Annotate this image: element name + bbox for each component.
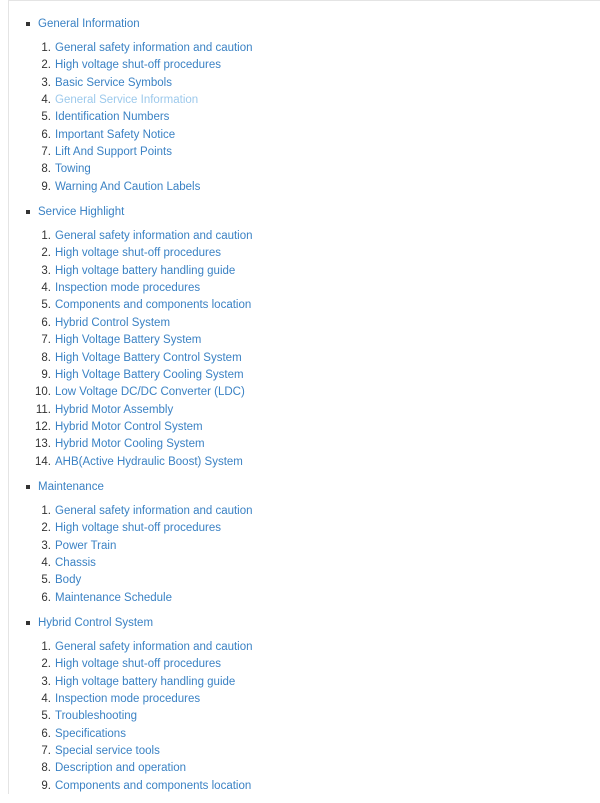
list-item — [26, 127, 253, 144]
section-title-link[interactable]: Hybrid Control System — [38, 616, 154, 629]
section-hybrid-control-system — [26, 615, 253, 795]
list-item — [26, 75, 253, 92]
item-number: 5. — [41, 710, 51, 723]
list-item — [26, 297, 253, 314]
list-item — [26, 245, 253, 262]
list-item — [26, 315, 253, 332]
item-link[interactable]: High voltage shut-off procedures — [55, 247, 221, 260]
item-number: 7. — [41, 334, 51, 347]
item-number: 3. — [41, 264, 51, 277]
section-title-link[interactable]: Service Highlight — [38, 206, 125, 219]
item-number: 3. — [41, 675, 51, 688]
item-link[interactable]: High voltage shut-off procedures — [55, 658, 221, 671]
list-item — [26, 760, 253, 777]
item-link[interactable]: High Voltage Battery Control System — [55, 351, 242, 364]
list-item — [26, 503, 253, 520]
section-list — [26, 16, 253, 803]
section-header — [26, 615, 253, 631]
item-number: 14. — [35, 455, 51, 468]
item-link[interactable]: Inspection mode procedures — [55, 693, 201, 705]
item-number: 8. — [41, 351, 51, 364]
item-number: 10. — [35, 386, 51, 399]
section-header — [26, 16, 253, 32]
list-item — [26, 92, 253, 109]
section-general-information — [26, 16, 253, 196]
item-number: 6. — [41, 727, 51, 740]
item-link[interactable]: Components and components location — [55, 779, 252, 792]
item-link[interactable]: Troubleshooting — [55, 710, 138, 723]
item-link[interactable]: Towing — [55, 163, 91, 176]
item-number: 4. — [41, 94, 51, 107]
list-item — [26, 656, 253, 673]
list-item — [26, 179, 253, 196]
list-item — [26, 674, 253, 691]
item-link[interactable]: Hybrid Motor Cooling System — [55, 438, 205, 451]
item-number: 4. — [41, 693, 51, 705]
item-number: 9. — [41, 180, 51, 193]
square-bullet-icon — [26, 621, 30, 625]
list-item — [26, 778, 253, 795]
item-number: 3. — [41, 539, 51, 552]
item-number: 1. — [41, 504, 51, 517]
item-link[interactable]: High Voltage Battery System — [55, 334, 202, 347]
item-link[interactable]: Identification Numbers — [55, 111, 170, 124]
square-bullet-icon — [26, 210, 30, 214]
item-number: 7. — [41, 745, 51, 758]
item-link[interactable]: Chassis — [55, 556, 96, 569]
item-link[interactable]: Components and components location — [55, 299, 252, 312]
item-link[interactable]: Special service tools — [55, 745, 160, 758]
square-bullet-icon — [26, 22, 30, 26]
list-item — [26, 263, 253, 280]
item-number: 11. — [35, 403, 51, 416]
list-item — [26, 280, 253, 297]
item-number: 1. — [41, 640, 51, 653]
item-number: 6. — [41, 316, 51, 329]
list-item — [26, 520, 253, 537]
section-items — [26, 503, 253, 607]
item-number: 5. — [41, 299, 51, 312]
item-link[interactable]: Body — [55, 574, 82, 587]
list-item — [26, 40, 253, 57]
item-number: 2. — [41, 59, 51, 72]
section-maintenance — [26, 479, 253, 607]
item-link[interactable]: AHB(Active Hydraulic Boost) System — [55, 455, 243, 468]
item-number: 7. — [41, 146, 51, 159]
item-link[interactable]: Warning And Caution Labels — [55, 180, 201, 193]
item-link[interactable]: High voltage shut-off procedures — [55, 59, 221, 72]
item-number: 5. — [41, 574, 51, 587]
item-link[interactable]: High voltage battery handling guide — [55, 264, 236, 277]
section-items — [26, 40, 253, 196]
item-link[interactable]: High Voltage Battery Cooling System — [55, 368, 244, 381]
item-link[interactable]: Lift And Support Points — [55, 146, 172, 159]
section-header — [26, 204, 253, 220]
item-link[interactable]: High voltage shut-off procedures — [55, 522, 221, 535]
item-number: 2. — [41, 522, 51, 535]
list-item — [26, 726, 253, 743]
section-title-link[interactable]: Maintenance — [38, 480, 104, 493]
list-item — [26, 367, 253, 384]
item-number: 6. — [41, 128, 51, 141]
section-title-link[interactable]: General Information — [38, 18, 140, 30]
item-number: 3. — [41, 76, 51, 89]
item-link[interactable]: Specifications — [55, 727, 126, 740]
item-number: 1. — [41, 230, 51, 243]
list-item — [26, 384, 253, 401]
item-link[interactable]: Maintenance Schedule — [55, 591, 172, 604]
item-number: 9. — [41, 368, 51, 381]
section-service-highlight — [26, 204, 253, 471]
list-item — [26, 161, 253, 178]
item-link[interactable]: Important Safety Notice — [55, 128, 176, 141]
item-number: 8. — [41, 163, 51, 176]
item-number: 5. — [41, 111, 51, 124]
list-item — [26, 590, 253, 607]
section-items — [26, 639, 253, 795]
list-item — [26, 555, 253, 572]
list-item — [26, 436, 253, 453]
list-item — [26, 708, 253, 725]
item-link[interactable]: Description and operation — [55, 762, 187, 775]
item-number: 4. — [41, 556, 51, 569]
item-number: 8. — [41, 762, 51, 775]
item-link[interactable]: High voltage battery handling guide — [55, 675, 236, 688]
item-number: 12. — [35, 420, 51, 433]
item-number: 2. — [41, 658, 51, 671]
list-item — [26, 57, 253, 74]
list-item — [26, 572, 253, 589]
item-link[interactable]: Hybrid Motor Control System — [55, 420, 203, 433]
list-item — [26, 454, 253, 471]
item-number: 2. — [41, 247, 51, 260]
item-link[interactable]: General safety information and caution — [55, 230, 253, 243]
item-link[interactable]: Hybrid Control System — [55, 316, 171, 329]
item-link[interactable]: Power Train — [55, 539, 117, 552]
list-item — [26, 402, 253, 419]
list-item — [26, 144, 253, 161]
section-header — [26, 479, 253, 495]
list-item — [26, 743, 253, 760]
item-link[interactable]: Inspection mode procedures — [55, 282, 201, 295]
list-item — [26, 419, 253, 436]
list-item — [26, 691, 253, 708]
item-number: 1. — [41, 42, 51, 54]
list-item — [26, 538, 253, 555]
item-number: 6. — [41, 591, 51, 604]
list-item — [26, 332, 253, 349]
item-link[interactable]: General safety information and caution — [55, 42, 253, 54]
list-item — [26, 109, 253, 126]
list-item — [26, 350, 253, 367]
item-link[interactable]: Low Voltage DC/DC Converter (LDC) — [55, 386, 245, 399]
item-link-visited[interactable]: General Service Information — [55, 94, 199, 107]
item-number: 4. — [41, 282, 51, 295]
item-number: 13. — [35, 438, 51, 451]
list-item — [26, 639, 253, 656]
item-link[interactable]: Hybrid Motor Assembly — [55, 403, 174, 416]
square-bullet-icon — [26, 485, 30, 489]
item-link[interactable]: General safety information and caution — [55, 640, 253, 653]
item-link[interactable]: Basic Service Symbols — [55, 76, 172, 89]
list-item — [26, 228, 253, 245]
section-items — [26, 228, 253, 471]
item-link[interactable]: General safety information and caution — [55, 504, 253, 517]
item-number: 9. — [41, 779, 51, 792]
